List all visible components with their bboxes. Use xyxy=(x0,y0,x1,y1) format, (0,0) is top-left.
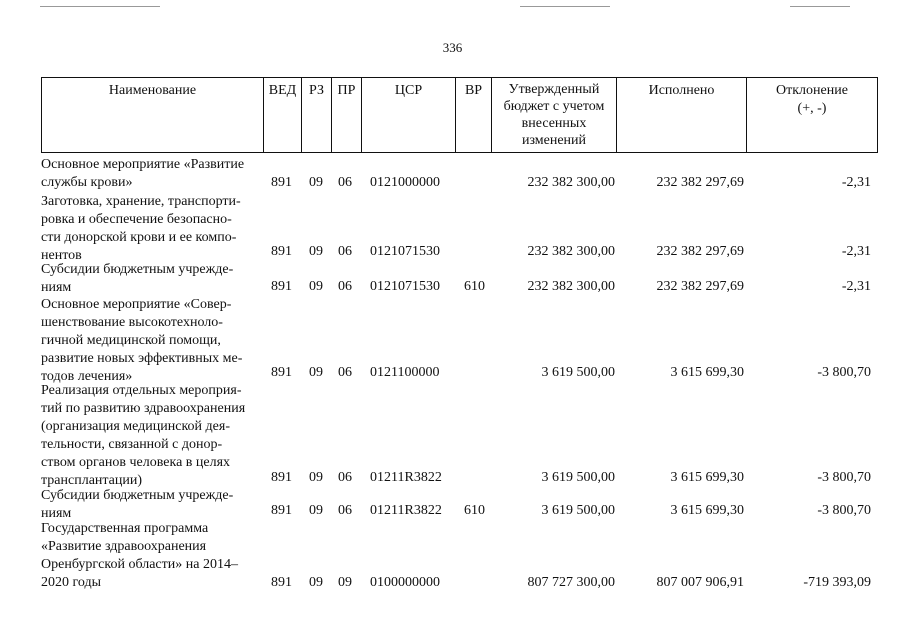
row-deviation: -2,31 xyxy=(841,175,871,190)
scan-artifact xyxy=(40,6,160,7)
row-budget: 807 727 300,00 xyxy=(527,575,615,590)
row-deviation: -2,31 xyxy=(841,279,871,294)
row-done: 3 615 699,30 xyxy=(670,503,744,518)
row-name: Субсидии бюджетным учрежде- ниям xyxy=(41,262,234,295)
header-pr: ПР xyxy=(332,78,362,152)
row-rz: 09 xyxy=(309,365,323,380)
page-number: 336 xyxy=(442,40,463,55)
row-rz: 09 xyxy=(309,470,323,485)
table-row xyxy=(0,296,905,382)
row-pr: 06 xyxy=(338,470,352,485)
row-name: Реализация отдельных мероприя- тий по развитию здравоохранения (организация медицинской дея- тельности, связанной с донор- ством органов человека в целях трансплантации) xyxy=(41,383,246,488)
row-budget: 3 619 500,00 xyxy=(541,365,615,380)
row-csr: 0121071530 xyxy=(370,244,440,259)
row-ved: 891 xyxy=(271,175,292,190)
row-budget: 3 619 500,00 xyxy=(541,503,615,518)
row-rz: 09 xyxy=(309,175,323,190)
row-pr: 06 xyxy=(338,279,352,294)
header-budget: Утвержденный бюджет с учетом внесенных изменений xyxy=(492,78,617,152)
row-budget: 232 382 300,00 xyxy=(527,175,615,190)
row-name: Заготовка, хранение, транспорти- ровка и обеспечение безопасно- сти донорской крови и ее компо- нентов xyxy=(41,194,241,263)
row-deviation: -3 800,70 xyxy=(817,503,871,518)
scan-artifact xyxy=(790,6,850,7)
row-rz: 09 xyxy=(309,244,323,259)
row-ved: 891 xyxy=(271,279,292,294)
table-row xyxy=(0,487,905,520)
header-name: Наименование xyxy=(42,78,264,152)
row-csr: 0100000000 xyxy=(370,575,440,590)
header-csr: ЦСР xyxy=(362,78,456,152)
row-csr: 01211R3822 xyxy=(370,503,442,518)
row-csr: 0121100000 xyxy=(370,365,440,380)
row-csr: 01211R3822 xyxy=(370,470,442,485)
header-rz: РЗ xyxy=(302,78,332,152)
row-pr: 06 xyxy=(338,365,352,380)
row-done: 232 382 297,69 xyxy=(656,244,744,259)
row-deviation: -719 393,09 xyxy=(803,575,871,590)
row-rz: 09 xyxy=(309,575,323,590)
row-deviation: -3 800,70 xyxy=(817,470,871,485)
row-name: Основное мероприятие «Развитие службы крови» xyxy=(41,157,245,190)
row-ved: 891 xyxy=(271,244,292,259)
row-ved: 891 xyxy=(271,503,292,518)
row-csr: 0121071530 xyxy=(370,279,440,294)
header-deviation: Отклонение (+, -) xyxy=(776,83,848,116)
row-budget: 232 382 300,00 xyxy=(527,244,615,259)
row-done: 807 007 906,91 xyxy=(656,575,744,590)
row-budget: 232 382 300,00 xyxy=(527,279,615,294)
row-vr: 610 xyxy=(464,279,485,294)
row-name: Основное мероприятие «Совер- шенствование высокотехноло- гичной медицинской помощи, развитие новых эффективных ме- тодов лечения» xyxy=(41,297,243,384)
row-csr: 0121000000 xyxy=(370,175,440,190)
row-pr: 06 xyxy=(338,244,352,259)
table-row xyxy=(0,193,905,261)
row-done: 232 382 297,69 xyxy=(656,175,744,190)
row-ved: 891 xyxy=(271,575,292,590)
row-budget: 3 619 500,00 xyxy=(541,470,615,485)
header-done: Исполнено xyxy=(617,78,747,152)
header-ved: ВЕД xyxy=(264,78,302,152)
row-name: Государственная программа «Развитие здравоохранения Оренбургской области» на 2014– 2020 годы xyxy=(41,521,238,590)
scan-artifact xyxy=(520,6,610,7)
row-rz: 09 xyxy=(309,503,323,518)
row-pr: 06 xyxy=(338,175,352,190)
row-done: 3 615 699,30 xyxy=(670,470,744,485)
row-pr: 09 xyxy=(338,575,352,590)
row-ved: 891 xyxy=(271,365,292,380)
table-row xyxy=(0,382,905,487)
row-deviation: -3 800,70 xyxy=(817,365,871,380)
row-ved: 891 xyxy=(271,470,292,485)
row-deviation: -2,31 xyxy=(841,244,871,259)
row-done: 232 382 297,69 xyxy=(656,279,744,294)
table-row xyxy=(0,520,905,592)
table-header xyxy=(41,77,878,153)
row-done: 3 615 699,30 xyxy=(670,365,744,380)
row-vr: 610 xyxy=(464,503,485,518)
row-name: Субсидии бюджетным учрежде- ниям xyxy=(41,488,234,521)
table-row xyxy=(0,261,905,296)
table-row xyxy=(0,156,905,192)
row-rz: 09 xyxy=(309,279,323,294)
header-vr: ВР xyxy=(456,78,492,152)
row-pr: 06 xyxy=(338,503,352,518)
